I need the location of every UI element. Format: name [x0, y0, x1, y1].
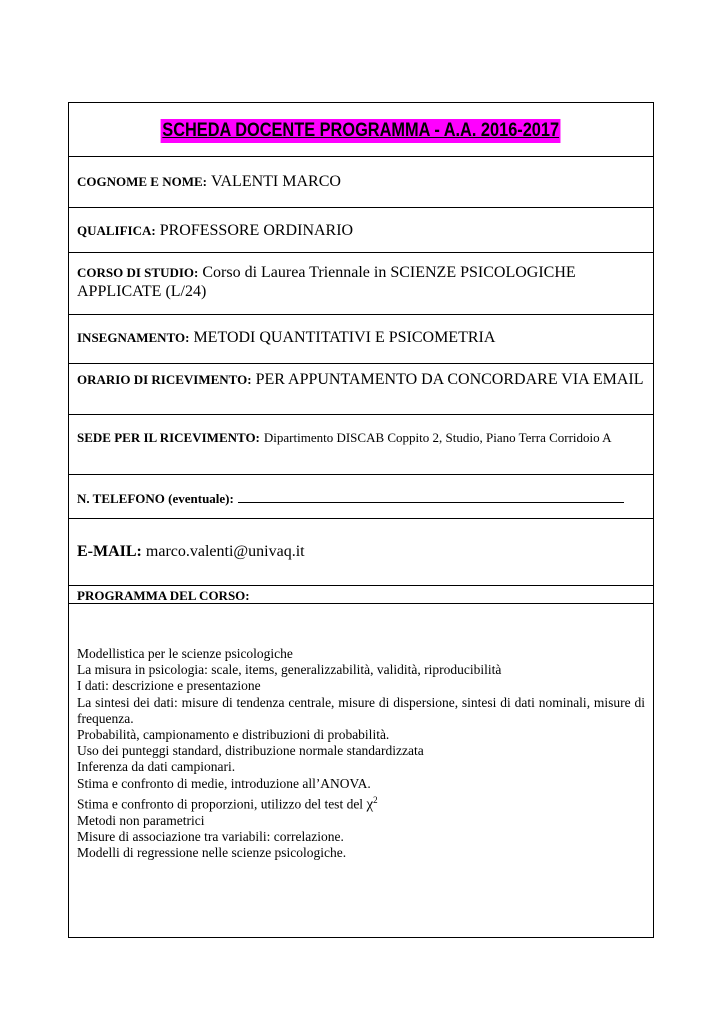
- chi-symbol: χ: [366, 796, 374, 813]
- sede-label: SEDE PER IL RICEVIMENTO:: [77, 430, 260, 445]
- programma-item: Misure di associazione tra variabili: correlazione.: [77, 828, 344, 844]
- programma-header-row: [69, 586, 653, 604]
- corso-value: Corso di Laurea Triennale in SCIENZE PSICOLOGICHE APPLICATE (L/24): [77, 264, 576, 300]
- programma-item: Stima e confronto di medie, introduzione all’ANOVA.: [77, 775, 371, 791]
- sede-row: [69, 415, 653, 475]
- programma-list: [77, 646, 645, 861]
- programma-item: La sintesi dei dati: misure di tendenza centrale, misure di dispersione, sintesi di dati nominali, misure di frequenza.: [77, 694, 645, 726]
- programma-item: Metodi non parametrici: [77, 812, 205, 828]
- programma-content-row: [69, 604, 653, 937]
- insegnamento-value: METODI QUANTITATIVI E PSICOMETRIA: [193, 329, 496, 346]
- sede-value: Dipartimento DISCAB Coppito 2, Studio, Piano Terra Corridoio A: [263, 430, 612, 445]
- telefono-row: [69, 475, 653, 519]
- email-value: marco.valenti@univaq.it: [145, 543, 305, 560]
- qualifica-row: [69, 208, 653, 253]
- qualifica-value: PROFESSORE ORDINARIO: [159, 222, 354, 239]
- programma-item-chi: [77, 792, 645, 813]
- title-row: [69, 103, 653, 157]
- corso-label: CORSO DI STUDIO:: [77, 265, 199, 280]
- orario-label: ORARIO DI RICEVIMENTO:: [77, 372, 252, 387]
- orario-value: PER APPUNTAMENTO DA CONCORDARE VIA EMAIL: [255, 371, 644, 388]
- telefono-label: N. TELEFONO (eventuale):: [77, 491, 234, 506]
- telefono-blank-line: [238, 490, 624, 503]
- chi-item-text: Stima e confronto di proporzioni, utilizzo del test del: [77, 796, 367, 812]
- orario-row: [69, 364, 653, 415]
- programma-item: La misura in psicologia: scale, items, generalizzabilità, validità, riproducibilità: [77, 662, 502, 678]
- chi-superscript: 2: [373, 794, 378, 805]
- programma-item: I dati: descrizione e presentazione: [77, 678, 261, 694]
- email-label: E-MAIL:: [77, 543, 142, 560]
- programma-item: Probabilità, campionamento e distribuzioni di probabilità.: [77, 727, 390, 743]
- programma-item: Modelli di regressione nelle scienze psicologiche.: [77, 844, 347, 860]
- programma-label: PROGRAMMA DEL CORSO:: [77, 588, 250, 603]
- teacher-form: [68, 102, 654, 938]
- programma-item: Inferenza da dati campionari.: [77, 759, 236, 775]
- insegnamento-row: [69, 315, 653, 364]
- programma-item: Modellistica per le scienze psicologiche: [77, 646, 293, 661]
- name-value: VALENTI MARCO: [211, 173, 341, 190]
- qualifica-label: QUALIFICA:: [77, 223, 156, 238]
- name-label: COGNOME E NOME:: [77, 174, 207, 189]
- name-row: [69, 157, 653, 208]
- email-row: [69, 519, 653, 586]
- programma-item: Uso dei punteggi standard, distribuzione normale standardizzata: [77, 743, 424, 759]
- page-title: SCHEDA DOCENTE PROGRAMMA - A.A. 2016-2017: [162, 120, 560, 141]
- insegnamento-label: INSEGNAMENTO:: [77, 330, 190, 345]
- corso-row: [69, 253, 653, 315]
